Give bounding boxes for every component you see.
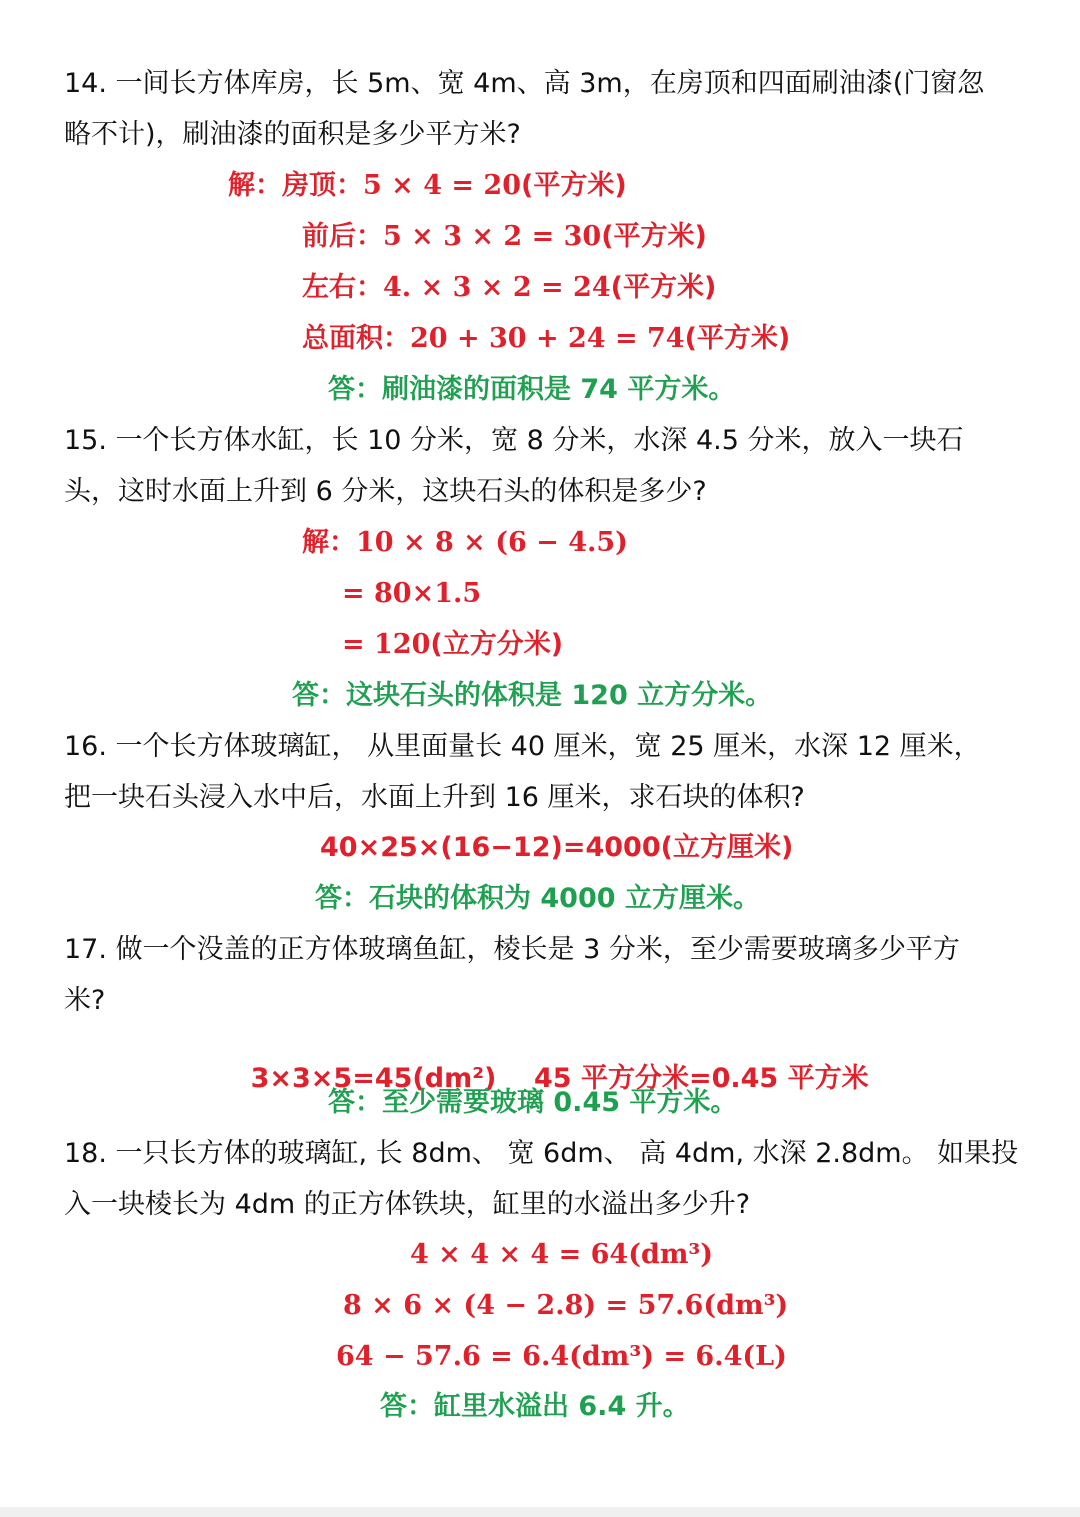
solution-label: 总面积： bbox=[302, 323, 410, 354]
solution-expression: 40×25×(16−12)=4000(立方厘米) bbox=[320, 832, 794, 863]
problem-14-solution-line-2 bbox=[302, 223, 707, 250]
problem-17-question-line-1: 17. 做一个没盖的正方体玻璃鱼缸，棱长是 3 分米，至少需要玻璃多少平方 bbox=[64, 934, 960, 965]
problem-16-question-line-1: 16. 一个长方体玻璃缸， 从里面量长 40 厘米，宽 25 厘米，水深 12 厘米， bbox=[64, 731, 981, 762]
problem-17-question-line-2: 米? bbox=[64, 985, 106, 1016]
problem-15-question-line-1: 15. 一个长方体水缸，长 10 分米，宽 8 分米，水深 4.5 分米，放入一块石 bbox=[64, 425, 964, 456]
solution-label: 解：房顶： bbox=[228, 170, 363, 201]
problem-18-question-line-2: 入一块棱长为 4dm 的正方体铁块，缸里的水溢出多少升? bbox=[64, 1189, 751, 1220]
solution-unit: (dm³) bbox=[703, 1290, 789, 1321]
solution-expression: = 80×1.5 bbox=[342, 578, 482, 609]
problem-14-question-line-2: 略不计)，刷油漆的面积是多少平方米? bbox=[64, 119, 521, 150]
solution-expression: 5 × 3 × 2 = 30 bbox=[383, 221, 602, 252]
problem-15-solution-line-2 bbox=[342, 580, 481, 607]
problem-18-solution-line-3 bbox=[336, 1343, 787, 1370]
problem-16-solution-line-1 bbox=[320, 834, 793, 861]
solution-expression: 8 × 6 × (4 − 2.8) = 57.6 bbox=[343, 1290, 704, 1321]
solution-unit: (平方米) bbox=[521, 170, 627, 201]
solution-expression: 5 × 4 = 20 bbox=[363, 170, 521, 201]
solution-unit: (平方米) bbox=[601, 221, 707, 252]
problem-15-solution-line-1 bbox=[302, 529, 628, 556]
problem-16-question-line-2: 把一块石头浸入水中后，水面上升到 16 厘米，求石块的体积? bbox=[64, 782, 805, 813]
problem-18-solution-line-2 bbox=[343, 1292, 788, 1319]
solution-label: 前后： bbox=[302, 221, 383, 252]
solution-unit: (dm³) bbox=[628, 1239, 714, 1270]
problem-14-answer: 答：刷油漆的面积是 74 平方米。 bbox=[328, 374, 736, 405]
solution-unit: (dm³) = 6.4(L) bbox=[569, 1341, 787, 1372]
solution-expression: 10 × 8 × (6 − 4.5) bbox=[356, 527, 628, 558]
solution-label: 解： bbox=[302, 527, 356, 558]
problem-17-answer: 答：至少需要玻璃 0.45 平方米。 bbox=[328, 1087, 738, 1118]
solution-expression: 4 × 4 × 4 = 64 bbox=[410, 1239, 629, 1270]
solution-label: 左右： bbox=[302, 272, 383, 303]
solution-expression: 3×3×5=45(dm²) 45 平方分米=0.45 平方米 bbox=[250, 1063, 869, 1094]
problem-14-solution-line-1 bbox=[228, 172, 627, 199]
solution-unit: (立方分米) bbox=[430, 629, 564, 660]
problem-14-question-line-1: 14. 一间长方体库房，长 5m、宽 4m、高 3m，在房顶和四面刷油漆(门窗忽 bbox=[64, 68, 985, 99]
solution-expression: 4. × 3 × 2 = 24 bbox=[383, 272, 611, 303]
solution-expression: = 120 bbox=[342, 629, 431, 660]
solution-expression: 64 − 57.6 = 6.4 bbox=[336, 1341, 570, 1372]
problem-16-answer: 答：石块的体积为 4000 立方厘米。 bbox=[315, 883, 760, 914]
solution-unit: (平方米) bbox=[684, 323, 791, 354]
problem-18-answer: 答：缸里水溢出 6.4 升。 bbox=[380, 1391, 690, 1422]
problem-18-question-line-1: 18. 一只长方体的玻璃缸, 长 8dm、 宽 6dm、 高 4dm, 水深 2.8dm。 如果投 bbox=[64, 1138, 1019, 1169]
problem-15-solution-line-3 bbox=[342, 631, 563, 658]
problem-14-solution-line-4 bbox=[302, 325, 790, 352]
problem-15-answer: 答：这块石头的体积是 120 立方分米。 bbox=[292, 680, 773, 711]
solution-unit: (平方米) bbox=[610, 272, 717, 303]
page-bottom-divider bbox=[0, 1507, 1080, 1517]
solution-expression: 20 + 30 + 24 = 74 bbox=[410, 323, 685, 354]
problem-18-solution-line-1 bbox=[410, 1241, 713, 1268]
problem-15-question-line-2: 头，这时水面上升到 6 分米，这块石头的体积是多少? bbox=[64, 476, 707, 507]
problem-14-solution-line-3 bbox=[302, 274, 716, 301]
